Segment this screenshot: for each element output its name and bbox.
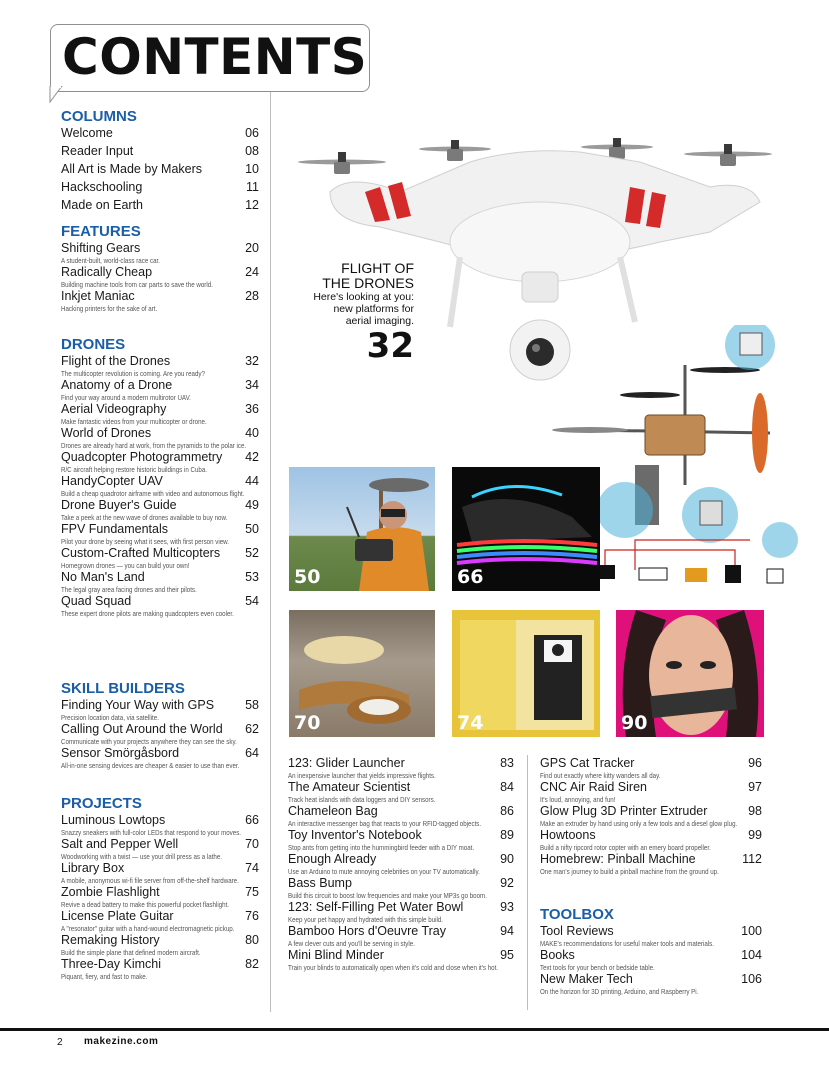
toc-entry-title: 123: Glider Launcher [288, 756, 405, 770]
toc-entry [540, 804, 762, 828]
toc-entry-page: 112 [742, 852, 762, 866]
toc-entry [61, 265, 259, 289]
toc-entry-description: Precision location data, via satellite. [61, 713, 159, 722]
toc-entry-page: 83 [500, 756, 514, 770]
toc-entry-page: 86 [500, 804, 514, 818]
toc-entry [540, 924, 762, 948]
toc-list [61, 241, 259, 313]
toc-entry [288, 756, 514, 780]
toc-entry-page: 50 [245, 522, 259, 536]
toc-entry-page: 89 [500, 828, 514, 842]
toc-entry-title: Three-Day Kimchi [61, 957, 162, 971]
toc-entry-page: 104 [741, 948, 762, 962]
toc-entry [288, 804, 514, 828]
toc-entry-description: Track heat islands with data loggers and DIY sensors. [288, 795, 436, 804]
toc-entry-page: 58 [245, 698, 259, 712]
section-heading: FEATURES [61, 223, 141, 240]
toc-entry-page: 82 [245, 957, 259, 971]
toc-entry [288, 924, 514, 948]
toc-entry-title: Hackschooling [61, 180, 143, 194]
toc-entry-page: 70 [245, 837, 259, 851]
toc-entry [288, 900, 514, 924]
toc-entry-page: 90 [500, 852, 514, 866]
toc-entry-title: License Plate Guitar [61, 909, 174, 923]
toc-entry-page: 24 [245, 265, 259, 279]
columns-section [61, 108, 259, 216]
toc-entry [61, 957, 259, 981]
toc-entry-title: Welcome [61, 126, 113, 140]
toc-entry [61, 698, 259, 722]
section-heading: DRONES [61, 336, 126, 353]
toc-entry [61, 126, 259, 141]
toc-entry-title: Quad Squad [61, 594, 132, 608]
toc-entry-title: Shifting Gears [61, 241, 141, 255]
toc-entry-page: 84 [500, 780, 514, 794]
toc-entry-page: 20 [245, 241, 259, 255]
toc-entry-page: 12 [245, 198, 259, 212]
photo-salt-well [289, 610, 435, 737]
toc-entry-page: 100 [741, 924, 762, 938]
toc-entry [61, 813, 259, 837]
toc-entry-description: Keep your pet happy and hydrated with this simple build. [288, 915, 443, 924]
toc-entry-page: 62 [245, 722, 259, 736]
toc-entry [288, 828, 514, 852]
toc-list [61, 354, 259, 618]
toc-entry [288, 948, 514, 972]
photo-page-label: 70 [294, 712, 321, 734]
toc-entry [61, 474, 259, 498]
toc-entry-description: Find out exactly where kitty wanders all day. [540, 771, 661, 780]
toc-entry-title: Salt and Pepper Well [61, 837, 179, 851]
toc-entry [61, 402, 259, 426]
toc-entry-description: A mobile, anonymous wi-fi file server from off-the-shelf hardware. [61, 876, 239, 885]
toc-entry-title: Flight of the Drones [61, 354, 171, 368]
photo-page-label: 90 [621, 712, 648, 734]
toc-entry-page: 08 [245, 144, 259, 158]
toc-entry-page: 53 [245, 570, 259, 584]
toc-entry-title: New Maker Tech [540, 972, 633, 986]
toc-entry [288, 852, 514, 876]
toc-entry [61, 746, 259, 770]
toc-entry-page: 34 [245, 378, 259, 392]
toc-list [540, 756, 762, 876]
drones-section [61, 336, 259, 618]
toc-entry-title: Sensor Smörgåsbord [61, 746, 180, 760]
toc-entry-page: 99 [748, 828, 762, 842]
bubble-tail-icon [44, 86, 64, 104]
column-divider [527, 755, 528, 1010]
toc-entry-description: R/C aircraft helping restore historic buildings in Cuba. [61, 465, 208, 474]
section-heading: TOOLBOX [540, 906, 614, 923]
toc-entry-description: One man's journey to build a pinball machine from the ground up. [540, 867, 719, 876]
toc-entry-title: All Art is Made by Makers [61, 162, 203, 176]
toc-entry [540, 780, 762, 804]
toc-entry [288, 876, 514, 900]
toc-entry [61, 498, 259, 522]
section-heading: PROJECTS [61, 795, 142, 812]
toc-entry-page: 49 [245, 498, 259, 512]
toc-entry-page: 92 [500, 876, 514, 890]
toc-entry-description: Drones are already hard at work, from the pyramids to the polar ice. [61, 441, 247, 450]
toc-entry [61, 861, 259, 885]
toc-entry-description: Revive a dead battery to make this powerful pocket flashlight. [61, 900, 230, 909]
toc-entry-page: 11 [246, 180, 259, 194]
toc-entry-title: Tool Reviews [540, 924, 614, 938]
toc-entry-description: Snazzy sneakers with full-color LEDs that respond to your moves. [61, 828, 242, 837]
column-divider [270, 92, 271, 1012]
toc-entry-description: Train your blinds to automatically open when it's cold and close when it's hot. [288, 963, 499, 972]
page-title: CONTENTS [62, 28, 368, 86]
toc-entry-page: 93 [500, 900, 514, 914]
toc-entry-title: 123: Self-Filling Pet Water Bowl [288, 900, 464, 914]
toc-entry-page: 106 [741, 972, 762, 986]
toc-entry-page: 54 [245, 594, 259, 608]
toc-entry-title: Books [540, 948, 575, 962]
toc-entry-description: Piquant, fiery, and fast to make. [61, 972, 148, 981]
toc-entry-description: The legal gray area facing drones and their pilots. [61, 585, 197, 594]
toc-entry [288, 780, 514, 804]
toc-entry-description: A few clever cuts and you'll be serving in style. [288, 939, 415, 948]
toc-entry-description: Find your way around a modern multirotor UAV. [61, 393, 191, 402]
toc-entry-description: Homegrown drones — you can build your own! [61, 561, 190, 570]
toc-entry-title: Bass Bump [288, 876, 352, 890]
toc-entry-title: Drone Buyer's Guide [61, 498, 177, 512]
toc-entry-description: It's loud, annoying, and fun! [540, 795, 616, 804]
toc-entry-description: An inexpensive launcher that yields impressive flights. [288, 771, 436, 780]
feature-headline: FLIGHT OF [341, 260, 414, 276]
photo-led-sneakers [452, 467, 600, 591]
toc-entry-title: Mini Blind Minder [288, 948, 384, 962]
toc-entry-title: Zombie Flashlight [61, 885, 160, 899]
photo-drone-pilot [289, 467, 435, 591]
toc-entry-title: Enough Already [288, 852, 377, 866]
toc-entry-description: A student-built, world-class race car. [61, 256, 160, 265]
toc-entry-page: 40 [245, 426, 259, 440]
toc-entry-title: Made on Earth [61, 198, 143, 212]
toc-entry-description: A "resonator" guitar with a hand-wound electromagnetic pickup. [61, 924, 235, 933]
toc-entry-page: 52 [245, 546, 259, 560]
toc-entry-title: Chameleon Bag [288, 804, 378, 818]
toc-entry-description: The multicopter revolution is coming. Are you ready? [61, 369, 205, 378]
toc-entry-title: Howtoons [540, 828, 596, 842]
middle-section [288, 756, 514, 972]
toc-entry-description: Make fantastic videos from your multicopter or drone. [61, 417, 207, 426]
feature-page-number: 32 [366, 326, 414, 366]
toc-entry [61, 722, 259, 746]
toc-entry-page: 42 [245, 450, 259, 464]
toc-list [61, 813, 259, 981]
toc-entry [61, 546, 259, 570]
toc-entry-page: 97 [748, 780, 762, 794]
toc-entry-description: MAKE's recommendations for useful maker tools and materials. [540, 939, 714, 948]
toc-entry-page: 76 [245, 909, 259, 923]
projects-section [61, 795, 259, 981]
toc-entry [61, 289, 259, 313]
photo-page-label: 74 [457, 712, 484, 734]
toc-entry-page: 94 [500, 924, 514, 938]
toc-entry-title: Remaking History [61, 933, 160, 947]
skill-builders-section [61, 680, 259, 770]
toc-entry-title: World of Drones [61, 426, 152, 440]
toc-entry-title: CNC Air Raid Siren [540, 780, 647, 794]
toc-entry [61, 522, 259, 546]
page-number: 2 [57, 1037, 63, 1048]
toc-entry-title: GPS Cat Tracker [540, 756, 635, 770]
toc-entry [61, 885, 259, 909]
toc-entry-description: Make an extruder by hand using only a few tools and a diesel glow plug. [540, 819, 738, 828]
toc-entry-description: Hacking printers for the sake of art. [61, 304, 158, 313]
toc-entry [540, 972, 762, 996]
features-section [61, 223, 259, 313]
toc-entry-description: Use an Arduino to mute annoying celebrities on your TV automatically. [288, 867, 480, 876]
toc-entry-description: Build a cheap quadrotor airframe with video and autonomous flight. [61, 489, 245, 498]
toc-entry [540, 948, 762, 972]
toc-entry-title: Inkjet Maniac [61, 289, 135, 303]
toc-entry-title: Library Box [61, 861, 125, 875]
right-section [540, 756, 762, 876]
toc-entry-description: Building machine tools from car parts to save the world. [61, 280, 213, 289]
toc-entry-page: 32 [245, 354, 259, 368]
toc-entry [61, 933, 259, 957]
photo-page-label: 50 [294, 566, 321, 588]
toc-entry-page: 64 [245, 746, 259, 760]
toc-entry-title: Radically Cheap [61, 265, 153, 279]
section-heading: COLUMNS [61, 108, 137, 125]
toc-entry [61, 354, 259, 378]
toc-entry-title: Anatomy of a Drone [61, 378, 173, 392]
toc-entry-description: Woodworking with a twist — use your drill press as a lathe. [61, 852, 223, 861]
toc-entry-page: 10 [245, 162, 259, 176]
toc-entry-title: Finding Your Way with GPS [61, 698, 215, 712]
toc-entry-title: Reader Input [61, 144, 134, 158]
feature-subtitle: new platforms for [333, 303, 414, 315]
toc-entry-title: Aerial Videography [61, 402, 167, 416]
toc-entry-page: 28 [245, 289, 259, 303]
toc-entry-title: Custom-Crafted Multicopters [61, 546, 221, 560]
toc-list [61, 698, 259, 770]
toc-entry-description: Build this circuit to boost low frequencies and make your MP3s go boom. [288, 891, 487, 900]
toc-entry-description: All-in-one sensing devices are cheaper & easier to use than ever. [61, 761, 240, 770]
toc-entry-description: Text tools for your bench or bedside table. [540, 963, 655, 972]
toc-entry-description: Build a nifty ripcord rotor copter with an emery board propeller. [540, 843, 711, 852]
toc-entry-page: 66 [245, 813, 259, 827]
toc-entry-description: Build the simple plane that defined modern aircraft. [61, 948, 201, 957]
toc-list [540, 924, 762, 996]
toc-entry-page: 95 [500, 948, 514, 962]
toc-entry-page: 80 [245, 933, 259, 947]
toc-entry-page: 75 [245, 885, 259, 899]
footer-rule [0, 1028, 829, 1031]
photo-enough-already [616, 610, 764, 737]
toc-entry-title: Toy Inventor's Notebook [288, 828, 422, 842]
toc-entry [61, 426, 259, 450]
toc-entry [61, 180, 259, 195]
toc-entry-page: 36 [245, 402, 259, 416]
toc-entry [61, 837, 259, 861]
toc-entry [61, 162, 259, 177]
toc-entry [61, 144, 259, 159]
toc-entry-description: Communicate with your projects anywhere they can see the sky. [61, 737, 237, 746]
toc-entry [61, 241, 259, 265]
toc-entry [61, 909, 259, 933]
feature-subtitle: Here's looking at you: [313, 291, 414, 303]
toc-entry [540, 828, 762, 852]
toc-entry-title: The Amateur Scientist [288, 780, 411, 794]
toc-entry-description: Take a peek at the new wave of drones available to buy now. [61, 513, 228, 522]
toc-list [61, 126, 259, 213]
toc-entry-title: FPV Fundamentals [61, 522, 168, 536]
toc-entry-description: Stop ants from getting into the hummingbird feeder with a DIY moat. [288, 843, 475, 852]
toc-entry [61, 450, 259, 474]
toc-entry [61, 378, 259, 402]
toc-entry-title: Homebrew: Pinball Machine [540, 852, 696, 866]
toc-entry [61, 198, 259, 213]
section-heading: SKILL BUILDERS [61, 680, 185, 697]
footer-site: makezine.com [84, 1036, 159, 1047]
toc-entry-description: On the horizon for 3D printing, Arduino, and Raspberry Pi. [540, 987, 699, 996]
toc-entry-title: Calling Out Around the World [61, 722, 223, 736]
toc-entry-description: Pilot your drone by seeing what it sees, with first person view. [61, 537, 230, 546]
toc-entry-description: These expert drone pilots are making quadcopters even cooler. [61, 609, 234, 618]
toolbox-section [540, 906, 762, 996]
toc-entry-title: Glow Plug 3D Printer Extruder [540, 804, 708, 818]
feature-headline: THE DRONES [322, 275, 414, 291]
toc-entry-page: 96 [748, 756, 762, 770]
toc-entry-title: Bamboo Hors d'Oeuvre Tray [288, 924, 447, 938]
toc-entry [540, 852, 762, 876]
toc-entry [61, 570, 259, 594]
toc-entry-page: 98 [748, 804, 762, 818]
toc-entry-title: Quadcopter Photogrammetry [61, 450, 223, 464]
photo-library-box [452, 610, 600, 737]
toc-entry-page: 44 [245, 474, 259, 488]
toc-entry [540, 756, 762, 780]
toc-entry-title: Luminous Lowtops [61, 813, 166, 827]
toc-entry-title: No Man's Land [61, 570, 145, 584]
toc-entry [61, 594, 259, 618]
toc-entry-page: 74 [245, 861, 259, 875]
toc-list [288, 756, 514, 972]
toc-entry-description: An interactive messenger bag that reacts to your RFID-tagged objects. [288, 819, 482, 828]
photo-page-label: 66 [457, 566, 484, 588]
toc-entry-page: 06 [245, 126, 259, 140]
feature-subtitle: aerial imaging. [345, 315, 414, 327]
toc-entry-title: HandyCopter UAV [61, 474, 163, 488]
